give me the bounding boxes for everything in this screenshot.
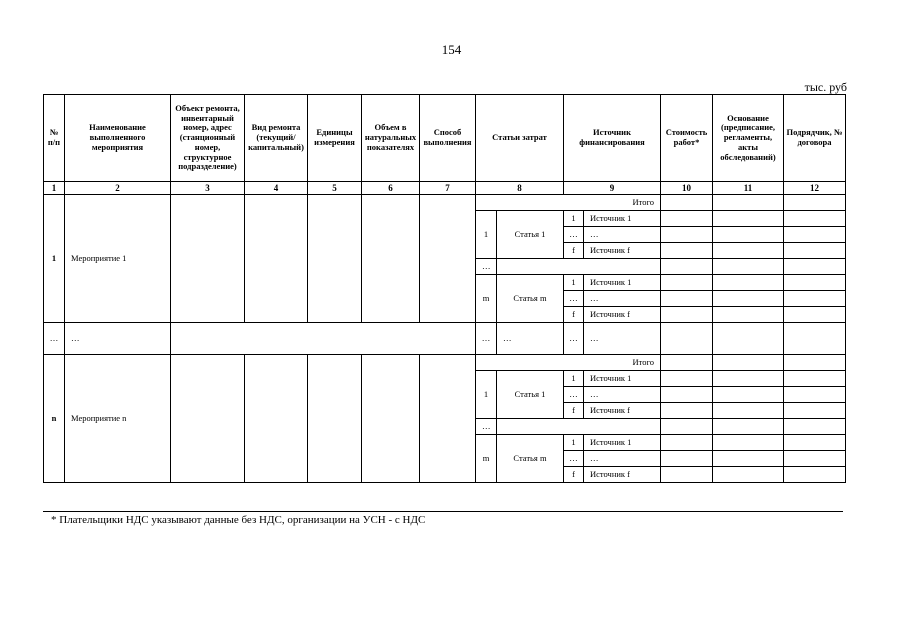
source-name: Источник 1 (584, 371, 661, 387)
table-cell (362, 195, 420, 323)
source-number: … (564, 451, 584, 467)
table-cell (784, 467, 846, 483)
source-number: … (564, 291, 584, 307)
cost-item-name: Статья m (497, 435, 564, 483)
table-cell (497, 419, 661, 435)
column-number: 1 (44, 182, 65, 195)
source-number: f (564, 467, 584, 483)
table-cell (308, 195, 362, 323)
table-row (44, 355, 846, 371)
column-number: 4 (245, 182, 308, 195)
source-number: 1 (564, 371, 584, 387)
table-cell (362, 355, 420, 483)
source-name: Источник 1 (584, 211, 661, 227)
source-number: … (564, 323, 584, 355)
table-cell (713, 355, 784, 371)
cost-item-number: … (476, 259, 497, 275)
column-number: 7 (420, 182, 476, 195)
table-cell (661, 259, 713, 275)
events-table (43, 94, 846, 483)
header-num: № п/п (44, 95, 65, 182)
total-label: Итого (476, 355, 661, 371)
source-number: f (564, 243, 584, 259)
table-cell (784, 451, 846, 467)
table-cell (171, 195, 245, 323)
event-number: … (44, 323, 65, 355)
table-cell (713, 387, 784, 403)
source-number: 1 (564, 275, 584, 291)
table-cell (784, 307, 846, 323)
table-cell (784, 259, 846, 275)
total-label: Итого (476, 195, 661, 211)
source-number: … (564, 387, 584, 403)
table-cell (713, 467, 784, 483)
source-name: Источник f (584, 243, 661, 259)
header-event-name: Наименование выполненного мероприятия (65, 95, 171, 182)
table-cell (784, 227, 846, 243)
table-cell (661, 307, 713, 323)
table-cell (784, 195, 846, 211)
event-number: n (44, 355, 65, 483)
table-cell (661, 243, 713, 259)
source-number: f (564, 307, 584, 323)
cost-item-number: 1 (476, 211, 497, 259)
table-cell (420, 195, 476, 323)
table-cell (661, 435, 713, 451)
table-row (44, 323, 846, 355)
table-row (44, 195, 846, 211)
column-number: 9 (564, 182, 661, 195)
cost-item-number: m (476, 275, 497, 323)
column-number: 3 (171, 182, 245, 195)
column-number: 11 (713, 182, 784, 195)
table-cell (713, 195, 784, 211)
table-cell (713, 275, 784, 291)
table-cell (713, 419, 784, 435)
cost-item-name: … (497, 323, 564, 355)
table-cell (308, 355, 362, 483)
source-name: … (584, 291, 661, 307)
column-number: 5 (308, 182, 362, 195)
table-cell (784, 355, 846, 371)
table-cell (784, 371, 846, 387)
table-cell (713, 259, 784, 275)
header-volume: Объем в натуральных показателях (362, 95, 420, 182)
source-name: … (584, 227, 661, 243)
header-method: Способ выполнения (420, 95, 476, 182)
table-cell (784, 419, 846, 435)
cost-item-name: Статья m (497, 275, 564, 323)
source-number: … (564, 227, 584, 243)
table-cell (661, 371, 713, 387)
source-name: Источник 1 (584, 435, 661, 451)
column-number-row (44, 182, 846, 195)
column-number: 6 (362, 182, 420, 195)
header-basis: Основание (предписание, регламенты, акты обследований) (713, 95, 784, 182)
header-contractor: Подрядчик, № договора (784, 95, 846, 182)
cost-item-number: … (476, 323, 497, 355)
table-cell (661, 451, 713, 467)
event-number: 1 (44, 195, 65, 323)
source-name: … (584, 387, 661, 403)
table-cell (784, 323, 846, 355)
table-cell (713, 307, 784, 323)
source-name: Источник f (584, 467, 661, 483)
units-label: тыс. руб (804, 80, 847, 94)
table-cell (661, 275, 713, 291)
column-number: 2 (65, 182, 171, 195)
header-cost: Стоимость работ* (661, 95, 713, 182)
table-cell (661, 403, 713, 419)
table-cell (661, 387, 713, 403)
column-number: 8 (476, 182, 564, 195)
cost-item-number: … (476, 419, 497, 435)
table-cell (784, 435, 846, 451)
table-cell (784, 291, 846, 307)
table-cell (171, 323, 476, 355)
table-cell (661, 195, 713, 211)
event-name: Мероприятие 1 (65, 195, 171, 323)
table-cell (245, 355, 308, 483)
cost-item-number: 1 (476, 371, 497, 419)
table-cell (713, 227, 784, 243)
event-name: Мероприятие n (65, 355, 171, 483)
cost-item-name: Статья 1 (497, 211, 564, 259)
footnote-divider (43, 511, 843, 512)
table-cell (497, 259, 661, 275)
header-cost-items: Статьи затрат (476, 95, 564, 182)
table-cell (713, 323, 784, 355)
table-cell (784, 243, 846, 259)
page-number: 154 (441, 42, 462, 57)
table-cell (245, 195, 308, 323)
table-cell (713, 371, 784, 387)
table-cell (784, 275, 846, 291)
table-cell (661, 419, 713, 435)
source-name: Источник f (584, 307, 661, 323)
table-cell (784, 211, 846, 227)
header-repair-type: Вид ремонта (текущий/ капитальный) (245, 95, 308, 182)
header-units: Единицы измерения (308, 95, 362, 182)
table-cell (713, 435, 784, 451)
table-cell (171, 355, 245, 483)
column-number: 10 (661, 182, 713, 195)
table-cell (661, 227, 713, 243)
table-cell (784, 403, 846, 419)
table-cell (661, 467, 713, 483)
source-name: … (584, 323, 661, 355)
header-funding-source: Источник финансирования (564, 95, 661, 182)
source-number: 1 (564, 211, 584, 227)
table-cell (713, 291, 784, 307)
source-number: 1 (564, 435, 584, 451)
source-name: … (584, 451, 661, 467)
header-object: Объект ремонта, инвентарный номер, адрес (станционный номер, структурное подразделение) (171, 95, 245, 182)
table-cell (661, 291, 713, 307)
table-cell (661, 211, 713, 227)
cost-item-number: m (476, 435, 497, 483)
source-name: Источник f (584, 403, 661, 419)
column-number: 12 (784, 182, 846, 195)
table-cell (661, 355, 713, 371)
footnote: * Плательщики НДС указывают данные без НДС, организации на УСН - с НДС (51, 514, 426, 526)
source-name: Источник 1 (584, 275, 661, 291)
header-row (44, 95, 846, 182)
table-cell (713, 403, 784, 419)
table-cell (713, 243, 784, 259)
event-name: … (65, 323, 171, 355)
table-cell (713, 211, 784, 227)
table-cell (661, 323, 713, 355)
source-number: f (564, 403, 584, 419)
table-cell (420, 355, 476, 483)
cost-item-name: Статья 1 (497, 371, 564, 419)
table-cell (713, 451, 784, 467)
table-cell (784, 387, 846, 403)
